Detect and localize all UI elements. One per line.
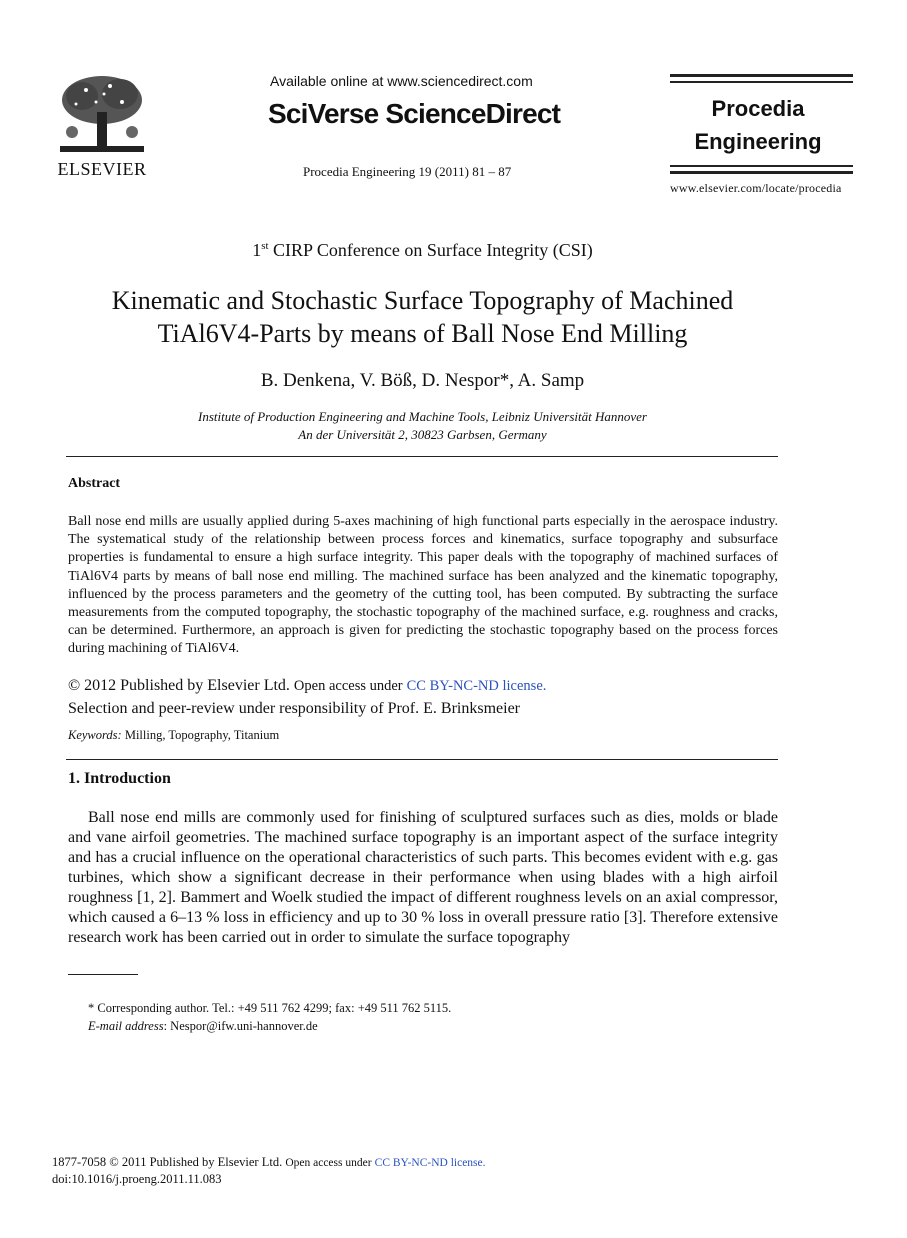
license-link[interactable]: CC BY-NC-ND license.: [406, 678, 547, 694]
journal-top-rule-1: [670, 74, 853, 77]
affiliation-line2: An der Universität 2, 30823 Garbsen, Germany: [298, 427, 547, 442]
footnote: [88, 999, 451, 1035]
available-online-text: Available online at www.sciencedirect.com: [270, 73, 533, 89]
open-access-text: Open access under: [293, 678, 403, 694]
keywords-label: Keywords:: [68, 728, 122, 742]
author-list: B. Denkena, V. Böß, D. Nespor*, A. Samp: [260, 370, 585, 391]
footer-license-link[interactable]: CC BY-NC-ND license.: [374, 1157, 486, 1169]
journal-name: [672, 92, 844, 158]
paper-title: [40, 284, 805, 350]
paper-title-line1: Kinematic and Stochastic Surface Topography of Machined: [111, 286, 734, 315]
abstract-heading: Abstract: [68, 476, 121, 491]
issn-line: [52, 1154, 486, 1171]
email-label: E-mail address: [88, 1019, 164, 1033]
conference-name: CIRP Conference on Surface Integrity (CSI): [273, 240, 593, 260]
conference-ordinal-suffix: st: [261, 240, 269, 252]
conference-ordinal: 1: [252, 240, 262, 260]
copyright-text: © 2012 Published by Elsevier Ltd.: [68, 677, 290, 694]
elsevier-tree-icon: [52, 72, 152, 157]
section-heading-introduction: 1. Introduction: [68, 770, 171, 787]
journal-url-link[interactable]: www.elsevier.com/locate/procedia: [670, 181, 842, 195]
journal-top-rule-2: [670, 81, 853, 83]
issn-text: 1877-7058 © 2011 Published by Elsevier Ltd.: [52, 1155, 283, 1169]
journal-bottom-rule-1: [670, 165, 853, 167]
keywords-values: Milling, Topography, Titanium: [124, 728, 280, 742]
abstract-top-divider: [66, 456, 778, 457]
peer-review-note: Selection and peer-review under responsibility of Prof. E. Brinksmeier: [68, 700, 520, 717]
elsevier-logo: [52, 72, 152, 180]
journal-name-line1: Procedia: [711, 96, 805, 121]
footnote-divider: [68, 974, 138, 975]
journal-name-line2: Engineering: [694, 129, 822, 154]
sciverse-sciencedirect-brand: SciVerse ScienceDirect: [268, 98, 561, 129]
journal-bottom-rule-2: [670, 171, 853, 174]
doi-line[interactable]: doi:10.1016/j.proeng.2011.11.083: [52, 1172, 222, 1186]
paper-title-line2: TiAl6V4-Parts by means of Ball Nose End Milling: [157, 319, 688, 348]
email-address[interactable]: : Nespor@ifw.uni-hannover.de: [163, 1019, 318, 1033]
introduction-text: Ball nose end mills are commonly used for finishing of sculptured surfaces such as dies, molds or blade and vane airfoil geometries. The machined surface topography is an important aspect of the surface integrity and has a crucial influence on the operational characteristics of such parts. This becomes evident with e.g. gas turbines, which show a significant decrease in their performance when using blades with a high airfoil roughness [1, 2]. Bammert and Woelk studied the impact of different roughness levels on an axial compressor, which caused a 6–13 % loss in efficiency and up to 30 % loss in overall pressure ratio [3]. Therefore extensive research work has been carried out in order to simulate the surface topography: [68, 809, 778, 946]
footer-open-access-text: Open access under: [285, 1157, 372, 1169]
page-footer: [52, 1154, 486, 1187]
elsevier-wordmark: ELSEVIER: [57, 159, 147, 179]
keywords: [68, 728, 279, 743]
abstract-text: Ball nose end mills are usually applied during 5-axes machining of high functional parts especially in the aerospace industry. The systematical study of the relationship between process forces and kinematics, surface topography and subsurface properties is fundamental to ensure a high surface integrity. This paper deals with the topography of machined surfaces of TiAl6V4 parts by means of ball nose end milling. The machined surface has been analyzed and the kinematic topography, influenced by the process parameters and the geometry of the cutting tool, has been computed. By subtracting the surface measurements from the computed topography, the stochastic topography of the machined surface, e.g. roughness and cracks, can be determined. Furthermore, an approach is given for predicting the stochastic topography based on the process forces during machining of TiAl6V4.: [68, 514, 778, 657]
keywords-bottom-divider: [66, 759, 778, 760]
affiliation: [0, 408, 845, 444]
copyright-line: [68, 677, 546, 695]
affiliation-line1: Institute of Production Engineering and Machine Tools, Leibniz Universität Hannover: [198, 409, 647, 424]
journal-citation: Procedia Engineering 19 (2011) 81 – 87: [303, 164, 512, 179]
email-note: [88, 1017, 451, 1035]
corresponding-author-note: * Corresponding author. Tel.: +49 511 762 4299; fax: +49 511 762 5115.: [88, 1001, 452, 1015]
conference-title: [0, 240, 845, 261]
